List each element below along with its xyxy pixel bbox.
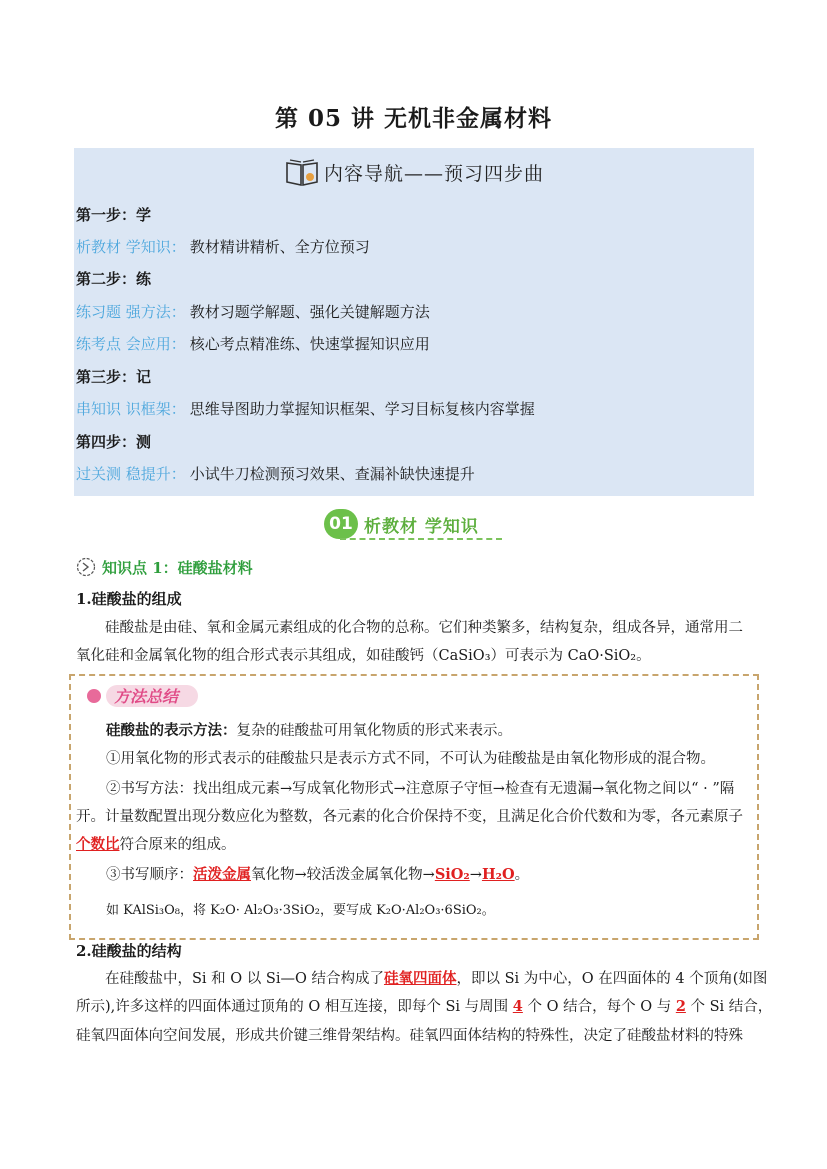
step2-label: 第二步：练 <box>76 270 152 288</box>
step1-label: 第一步：学 <box>76 206 152 224</box>
nav-line-1 <box>76 236 370 258</box>
method-h2o: H₂O <box>481 866 515 883</box>
method-line-4-mid: 氧化物→较活泼金属氧化物→ <box>251 867 435 883</box>
bond-count-2: 2 <box>675 998 686 1015</box>
method-line-2: ①用氧化物的形式表示的硅酸盐只是表示方式不同，不可认为硅酸盐是由氧化物形成的混合物。 <box>106 751 715 767</box>
method-line-1-text: 复杂的硅酸盐可用氧化物质的形式来表示。 <box>236 723 512 739</box>
silicon-oxygen-tetrahedron: 硅氧四面体 <box>383 970 457 987</box>
step4-label: 第四步：测 <box>76 433 152 451</box>
nav-line-5-highlight: 过关测 稳提升： <box>76 465 186 483</box>
paragraph-structure-2b: 个 O 结合，每个 O 与 <box>522 999 676 1015</box>
paragraph-structure-2c: 个 Si 结合， <box>685 999 773 1015</box>
method-line-3c-text: 符合原来的组成。 <box>119 837 236 853</box>
method-example: 如 KAlSi₃O₈，将 K₂O· Al₂O₃·3SiO₂，要写成 K₂O·Al₂O₃·6SiO₂。 <box>106 903 495 918</box>
method-line-1 <box>106 720 786 742</box>
nav-line-5-text: 小试牛刀检测预习效果、查漏补缺快速提升 <box>189 465 475 483</box>
page-title: 第 05 讲 无机非金属材料 <box>274 105 553 132</box>
method-line-4 <box>106 864 786 886</box>
paragraph-structure-1a: 在硅酸盐中，Si 和 O 以 Si—O 结合构成了 <box>105 971 384 987</box>
method-active-metal: 活泼金属 <box>193 866 251 883</box>
content-navigation-panel <box>74 148 754 496</box>
book-icon <box>284 155 320 189</box>
play-circle-icon <box>76 557 96 577</box>
section-underline <box>340 538 502 540</box>
nav-line-1-highlight: 析教材 学知识： <box>76 238 186 256</box>
section-banner <box>324 506 479 542</box>
method-line-3c <box>76 834 756 856</box>
nav-line-2-text: 教材习题学解题、强化关键解题方法 <box>189 303 430 321</box>
nav-line-4 <box>76 398 535 420</box>
nav-line-3-highlight: 练考点 会应用： <box>76 335 186 353</box>
method-line-4-prefix: ③书写顺序： <box>106 867 193 883</box>
method-summary-logo <box>80 680 210 710</box>
nav-header-title: 内容导航——预习四步曲 <box>323 162 544 185</box>
method-line-3b: 开。计量数配置出现分数应化为整数，各元素的化合价保持不变，且满足化合价代数和为零，各元素原子 <box>76 809 743 825</box>
paragraph-structure-3: 硅氧四面体向空间发展，形成共价键三维骨架结构。硅氧四面体结构的特殊性，决定了硅酸盐材料的特殊 <box>76 1028 743 1044</box>
paragraph-structure-2 <box>76 996 773 1018</box>
nav-line-2 <box>76 301 430 323</box>
knowledge-point-heading <box>76 556 253 578</box>
method-arrow: → <box>469 867 482 883</box>
nav-line-3-text: 核心考点精准练、快速掌握知识应用 <box>189 335 430 353</box>
method-sio2: SiO₂ <box>434 866 470 883</box>
paragraph-composition-2: 氧化硅和金属氧化物的组合形式表示其组成，如硅酸钙（CaSiO₃）可表示为 CaO·SiO₂。 <box>76 648 651 664</box>
method-line-4-end: 。 <box>514 867 530 883</box>
nav-line-2-highlight: 练习题 强方法： <box>76 303 186 321</box>
nav-line-5 <box>76 463 475 485</box>
section-number-badge: 01 <box>324 509 358 539</box>
method-line-1-bold: 硅酸盐的表示方法： <box>106 722 237 739</box>
nav-line-3 <box>76 333 430 355</box>
section-title: 析教材 学知识 <box>364 516 479 537</box>
method-ratio-highlight: 个数比 <box>76 836 120 853</box>
nav-line-4-text: 思维导图助力掌握知识框架、学习目标复核内容掌握 <box>189 400 535 418</box>
heading-composition: 1.硅酸盐的组成 <box>76 590 182 608</box>
step3-label: 第三步：记 <box>76 368 152 386</box>
nav-line-4-highlight: 串知识 识框架： <box>76 400 186 418</box>
paragraph-structure-1 <box>105 968 785 990</box>
paragraph-composition-1: 硅酸盐是由硅、氧和金属元素组成的化合物的总称。它们种类繁多，结构复杂，组成各异，通常用二 <box>105 620 743 636</box>
method-line-3a: ②书写方法：找出组成元素→写成氧化物形式→注意原子守恒→检查有无遗漏→氧化物之间以“ · ”隔 <box>106 781 735 797</box>
knowledge-point-title: 知识点 1：硅酸盐材料 <box>102 558 253 577</box>
paragraph-structure-2a: 所示),许多这样的四面体通过顶角的 O 相互连接，即每个 Si 与周围 <box>76 999 513 1015</box>
nav-header <box>74 154 754 190</box>
nav-line-1-text: 教材精讲精析、全方位预习 <box>189 238 370 256</box>
svg-text:方法总结: 方法总结 <box>114 687 179 706</box>
paragraph-structure-1b: ，即以 Si 为中心，O 在四面体的 4 个顶角(如图 <box>456 971 768 987</box>
bond-count-4: 4 <box>512 998 523 1015</box>
heading-structure: 2.硅酸盐的结构 <box>76 942 182 960</box>
